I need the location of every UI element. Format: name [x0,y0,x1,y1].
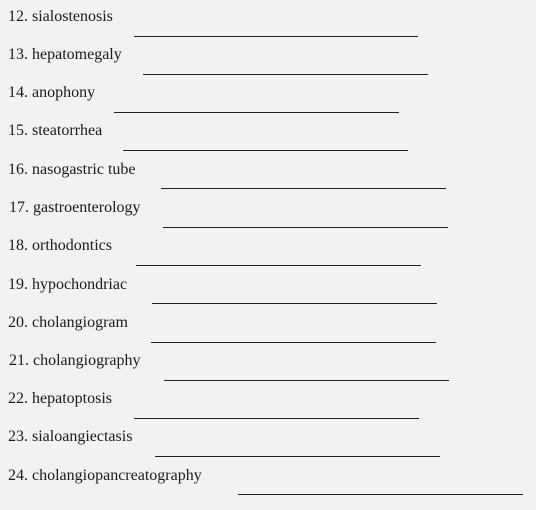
item-number: 15. [8,122,28,139]
item-number: 24. [8,467,28,484]
answer-line[interactable] [152,303,437,304]
term-label [8,389,112,409]
answer-line[interactable] [134,418,419,419]
item-number: 23. [8,428,28,445]
term-label [8,7,113,27]
item-number: 19. [8,276,28,293]
item-number: 13. [8,46,28,63]
item-term: orthodontics [32,237,112,254]
term-label [8,275,127,295]
answer-line[interactable] [163,227,448,228]
item-number: 22. [8,390,28,407]
item-number: 18. [8,237,28,254]
item-term: steatorrhea [32,122,103,139]
term-label [8,45,122,65]
answer-line[interactable] [114,112,399,113]
answer-line[interactable] [164,380,449,381]
answer-line[interactable] [238,494,523,495]
item-number: 20. [8,314,28,331]
term-label [8,427,132,447]
term-label [8,160,136,180]
item-term: anophony [32,84,96,101]
item-term: sialostenosis [32,8,113,25]
term-label [9,351,141,371]
answer-line[interactable] [134,36,418,37]
term-label [9,198,141,218]
item-number: 14. [8,84,28,101]
item-term: gastroenterology [33,199,141,216]
item-number: 16. [8,161,28,178]
answer-line[interactable] [123,150,408,151]
item-term: cholangiogram [32,314,128,331]
answer-line[interactable] [155,456,440,457]
term-label [8,236,112,256]
answer-line[interactable] [161,188,446,189]
answer-line[interactable] [151,342,436,343]
item-term: hepatoptosis [32,390,112,407]
item-term: sialoangiectasis [32,428,133,445]
item-number: 12. [8,8,28,25]
term-label [8,313,128,333]
item-term: hypochondriac [32,276,128,293]
answer-line[interactable] [143,74,428,75]
term-label [8,466,202,486]
item-number: 17. [9,199,29,216]
item-number: 21. [9,352,29,369]
term-label [8,83,95,103]
term-label [8,121,102,141]
item-term: hepatomegaly [32,46,122,63]
item-term: cholangiopancreatography [32,467,202,484]
answer-line[interactable] [136,265,421,266]
item-term: cholangiography [33,352,141,369]
item-term: nasogastric tube [32,161,136,178]
